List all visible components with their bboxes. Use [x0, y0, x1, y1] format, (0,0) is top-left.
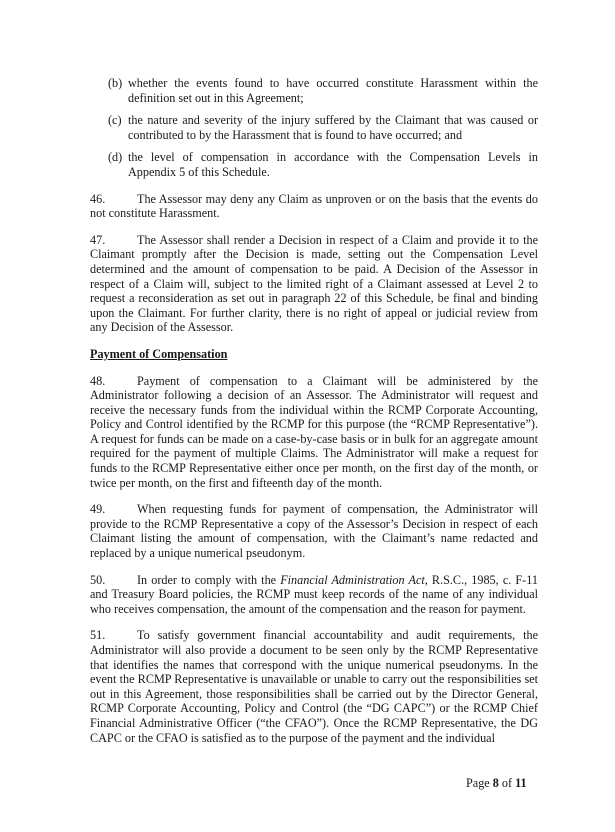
paragraph-48: [90, 374, 538, 491]
list-item-d: [108, 150, 538, 179]
page-content: [90, 76, 538, 757]
list-label: (b): [108, 76, 123, 90]
list-text: the nature and severity of the injury suffered by the Claimant that was caused or contributed to by the Harassment that is found to have occurred; and: [128, 113, 538, 142]
paragraph-49: [90, 502, 538, 560]
list-label: (c): [108, 113, 122, 128]
paragraph-text-post: , R.S.C., 1985, c. F-11 and Treasury Board policies, the RCMP must keep records of the name of any individual who receives compensation, the amount of the compensation and the reason for payment.: [90, 572, 538, 616]
paragraph-number: 51.: [90, 628, 106, 643]
paragraph-number: 47.: [90, 232, 106, 247]
paragraph-51: [90, 628, 538, 745]
paragraph-text: When requesting funds for payment of compensation, the Administrator will provide to the RCMP Representative a copy of the Assessor’s Decision in respect of each Claimant listing the amount of compensation, with the Claimant’s name redacted and replaced by a unique numerical pseudonym.: [90, 502, 538, 561]
paragraph-text: The Assessor may deny any Claim as unproven or on the basis that the events do not constitute Harassment.: [90, 191, 538, 221]
paragraph-number: 50.: [90, 572, 106, 587]
list-item-b: [108, 76, 538, 105]
act-title: Financial Administration Act: [280, 572, 425, 587]
paragraph-number: 46.: [90, 191, 106, 206]
list-item-c: [108, 113, 538, 142]
paragraph-46: [90, 192, 538, 221]
paragraph-number: 49.: [90, 502, 106, 517]
paragraph-47: [90, 233, 538, 335]
page-word: Page: [466, 776, 490, 790]
of-word: of: [501, 776, 513, 790]
list-text: whether the events found to have occurred constitute Harassment within the definition set out in this Agreement;: [128, 76, 538, 105]
page-footer: [466, 776, 527, 791]
paragraph-number: 48.: [90, 373, 106, 388]
list-text: the level of compensation in accordance with the Compensation Levels in Appendix 5 of this Schedule.: [128, 150, 538, 179]
total-pages-number: 11: [515, 776, 527, 790]
paragraph-text: Payment of compensation to a Claimant will be administered by the Administrator following a decision of an Assessor. The Administrator will request and receive the necessary funds from the individual within the RCMP Corporate Accounting, Policy and Control identified by the RCMP for this purpose (the “RCMP Representative”). A request for funds can be made on a case-by-case basis or in bulk for an aggregate amount required for the payment of multiple Claims. The Administrator will make a request for funds to the RCMP Representative either once per month, on the first day of the month, or twice per month, on the first and fifteenth day of the month.: [90, 373, 538, 490]
list-label: (d): [108, 150, 123, 165]
paragraph-text-pre: In order to comply with the: [137, 572, 281, 587]
section-heading: Payment of Compensation: [90, 346, 228, 361]
paragraph-text: To satisfy government financial accountability and audit requirements, the Administrator will also provide a document to be seen only by the RCMP Representative that identifies the names that correspond with the unique numerical pseudonyms. In the event the RCMP Representative is unavailable or unable to carry out the responsibilities set out in this Agreement, those responsibilities shall be carried out by the Director General, RCMP Corporate Accounting, Policy and Control (the “DG CAPC”) or the RCMP Chief Financial Administrative Officer (“the CFAO”). Once the RCMP Representative, the DG CAPC or the CFAO is satisfied as to the purpose of the payment and the individual: [90, 628, 538, 745]
paragraph-text: The Assessor shall render a Decision in respect of a Claim and provide it to the Claimant promptly after the Decision is made, setting out the Compensation Level determined and the amount of compensation to be paid. A Decision of the Assessor in respect of a Claim will, subject to the limited right of a Claimant assessed at Level 2 to request a reconsideration as set out in paragraph 22 of this Schedule, be final and binding upon the Claimant. For further clarity, there is no right of appeal or judicial review from any Decision of the Assessor.: [90, 232, 538, 335]
current-page-number: 8: [492, 776, 499, 790]
paragraph-50: [90, 573, 538, 617]
